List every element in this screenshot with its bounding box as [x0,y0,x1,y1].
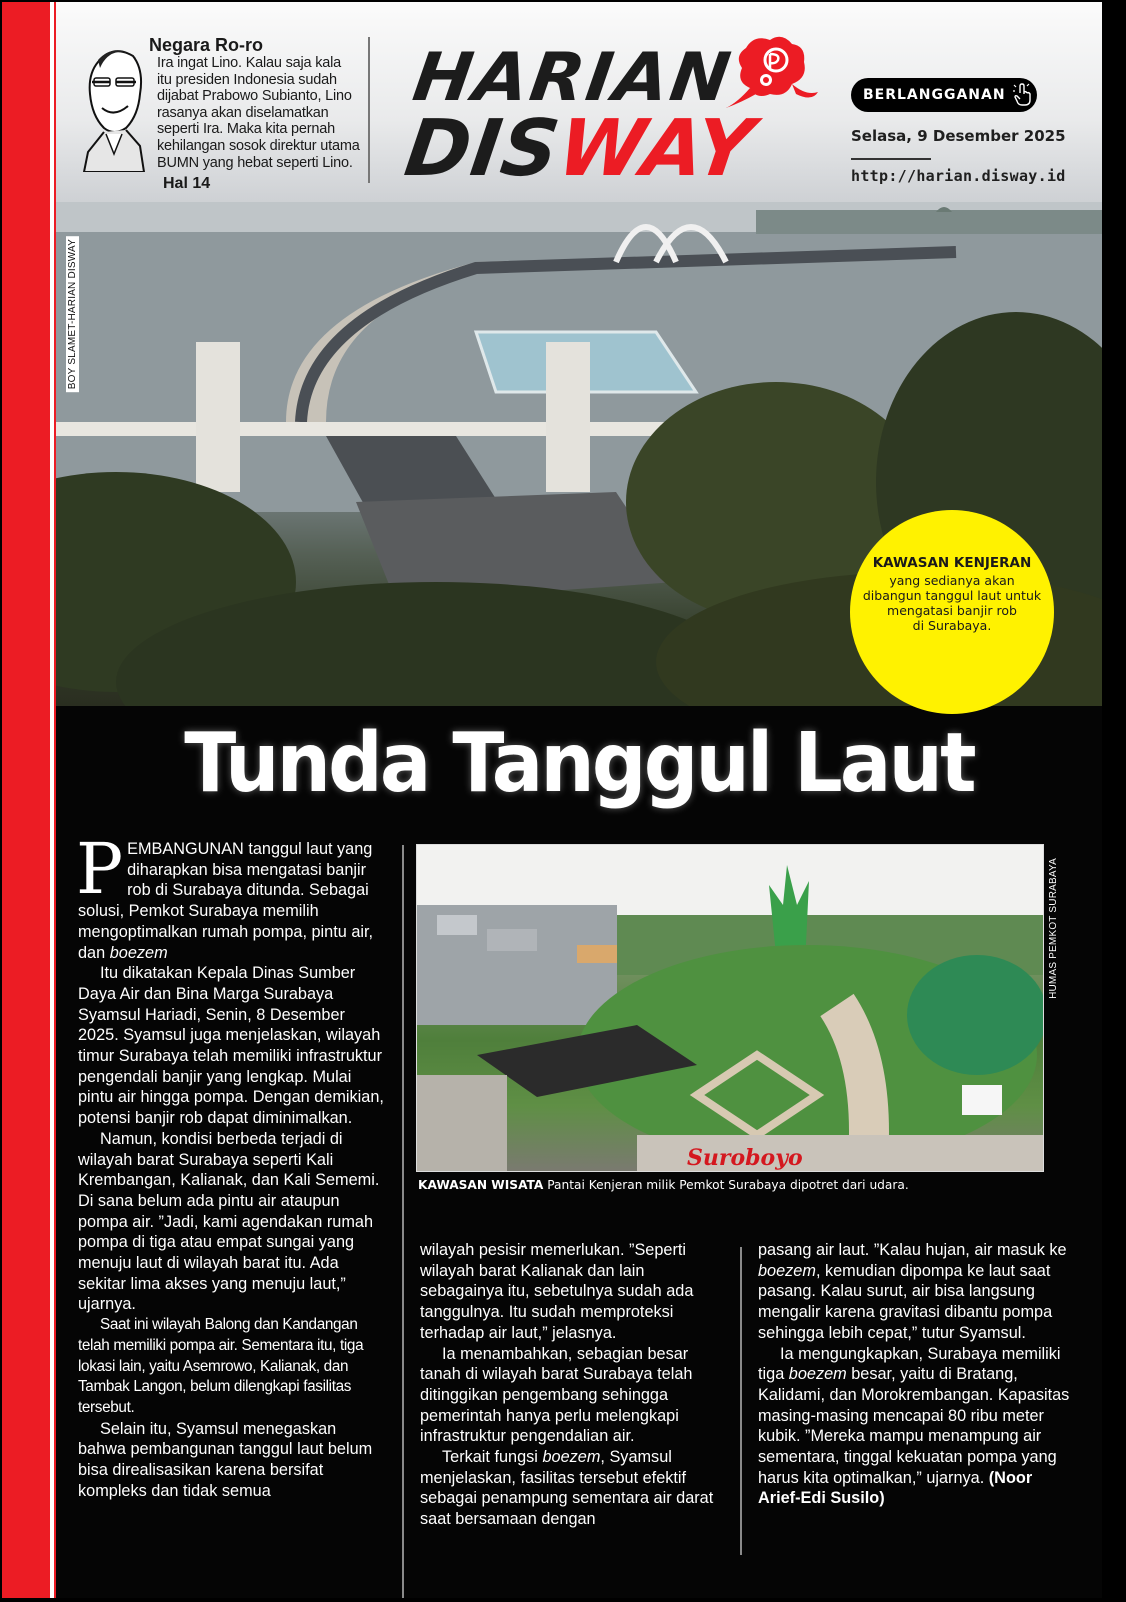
paragraph: Itu dikatakan Kepala Dinas Sumber Daya Air dan Bina Marga Surabaya Syamsul Hariadi, Senin, 8 Desember 2025. Syamsul juga menjelaskan, wilayah timur Surabaya telah memiliki infrastruktur pengendali banjir yang lengkap. Mulai pintu air hingga pompa. Dengan demikian, potensi banjir rob dapat diminimalkan. [78,964,384,1128]
lion-mascot-icon [726,32,836,117]
photo2-credit: HUMAS PEMKOT SURABAYA [1048,858,1059,999]
teaser-line: kehilangan sosok direktur utama [157,137,360,154]
teaser-body [149,55,409,171]
paragraph [420,1447,720,1530]
hero-photo-credit: BOY SLAMET-HARIAN DISWAY [66,236,79,392]
lead-paragraph [76,828,388,963]
drop-cap: P [76,828,124,910]
photo2-caption [418,1178,909,1192]
lead-text: EMBANGUNAN tanggul laut yang diharapkan bisa mengatasi banjir rob di Surabaya ditunda. Sebagai solusi, Pemkot Surabaya memilih mengoptimalkan rumah pompa, pintu air, dan [78,840,374,962]
column-divider [740,1247,742,1555]
masthead-divider [368,37,370,183]
paragraph: Namun, kondisi berbeda terjadi di wilayah barat Surabaya seperti Kali Krembangan, Kalianak, dan Kali Sememi. Di sana belum ada pintu air ataupun pompa air. ”Jadi, kami agendakan rumah pompa di tiga atau empat sungai yang menuju laut di wilayah barat itu. Ada sekitar lima akses yang menuju laut,” ujarnya. [78,1129,380,1314]
badge-line: dibangun tanggul laut untuk [862,588,1042,603]
text: , kemudian dipompa ke laut saat pasang. Kalau surut, air bisa langsung mengalir karena gravitasi dibantu pompa sehingga lebih cepat,” tutur Syamsul. [758,1261,1053,1342]
date-divider [851,158,931,160]
text: pasang air laut. ”Kalau hujan, air masuk ke [758,1241,1067,1259]
logo-text-dis: DIS [399,104,566,194]
teaser-line: BUMN yang hebat seperti Lino. [157,154,353,171]
paragraph: Ia menambahkan, sebagian besar tanah di wilayah barat Surabaya telah ditinggikan pengembang sehingga pemerintah hanya perlu melengkapi infrastruktur pengendalian air. [420,1344,693,1446]
harian-disway-logo[interactable] [399,32,836,194]
text: Ia mengungkapkan, Surabaya memiliki tiga [758,1344,1061,1384]
text: besar, yaitu di Bratang, Kalidami, dan Morokrembangan. Kapasitas masing-masing mencapai 80 ribu meter kubik. ”Mereka mampu menampung air sementara, tinggal kekuatan pompa yang harus kita optimalkan,” ujarnya. [758,1365,1070,1487]
teaser-page-ref[interactable]: Hal 14 [163,175,211,193]
paragraph: Saat ini wilayah Balong dan Kandangan telah memiliki pompa air. Sementara itu, tiga lokasi lain, yaitu Asemrowo, Kalianak, dan Tambak Langon, belum dilengkapi fasilitas tersebut. [78,1316,364,1416]
badge-line: yang sedianya akan [889,573,1015,588]
masthead [56,2,1102,217]
columnist-portrait-icon [78,42,148,172]
article-headline: Tunda Tanggul Laut [184,716,974,811]
logo-text-way: WAY [552,104,760,194]
paragraph [758,1344,1078,1510]
logo-text-harian: HARIAN [408,38,737,116]
hero-caption-badge [850,510,1054,714]
article-column-1 [76,828,388,1502]
paragraph: wilayah pesisir memerlukan. ”Seperti wilayah barat Kalianak dan lain sebagainya itu, sebetulnya sudah ada tanggulnya. Itu sudah memproteksi terhadap air laut,” jelasnya. [420,1241,694,1342]
column-divider [402,845,404,1598]
teaser-line: seperti Ira. Maka kita pernah [157,121,335,138]
badge-body [863,573,1041,633]
columnist-teaser[interactable] [149,35,409,193]
subscribe-label: BERLANGGANAN [863,87,1006,103]
author-byline: (Noor Arief-Edi Susilo) [758,1468,1033,1508]
photo-kenjeran-park-aerial [416,844,1044,1172]
issue-date: Selasa, 9 Desember 2025 [851,127,1066,145]
italic-term: boezem [109,943,168,962]
teaser-title: Negara Ro-ro [149,35,264,55]
red-side-strip [2,2,50,1598]
caption-bold: KAWASAN WISATA [418,1178,544,1192]
text: , Syamsul menjelaskan, fasilitas tersebut efektif sebagai penampung sementara air darat saat bersamaan dengan [420,1448,714,1529]
article-column-2 [420,1240,720,1530]
italic-term: boezem [542,1448,601,1467]
newspaper-front-page [2,2,1102,1598]
paragraph: Selain itu, Syamsul menegaskan bahwa pembangunan tanggul laut belum bisa direalisasikan karena bersifat kompleks dan tidak semua [78,1419,373,1500]
teaser-line: Ira ingat Lino. Kalau saja kala [157,55,342,71]
text: Terkait fungsi [442,1448,543,1467]
pointing-hand-icon [1012,83,1034,107]
teaser-line: rasanya akan diselamatkan [157,104,329,121]
caption-text: Pantai Kenjeran milik Pemkot Surabaya dipotret dari udara. [543,1178,909,1192]
teaser-line: dijabat Prabowo Subianto, Lino [157,88,352,105]
badge-line: mengatasi banjir rob [887,603,1017,618]
badge-title: KAWASAN KENJERAN [872,555,1032,571]
subscribe-button[interactable] [851,78,1037,112]
badge-line: di Surabaya. [912,618,992,633]
website-link[interactable]: http://harian.disway.id [851,167,1066,185]
italic-term: boezem [758,1261,816,1280]
article-column-3 [758,1240,1078,1509]
park-scene-illustration [417,845,1044,1172]
italic-term: boezem [788,1365,847,1384]
teaser-line: itu presiden Indonesia sudah [157,71,337,88]
suroboyo-sign: Suroboyo [687,1145,803,1171]
logo-text-disway [399,104,760,194]
paragraph [758,1240,1078,1344]
